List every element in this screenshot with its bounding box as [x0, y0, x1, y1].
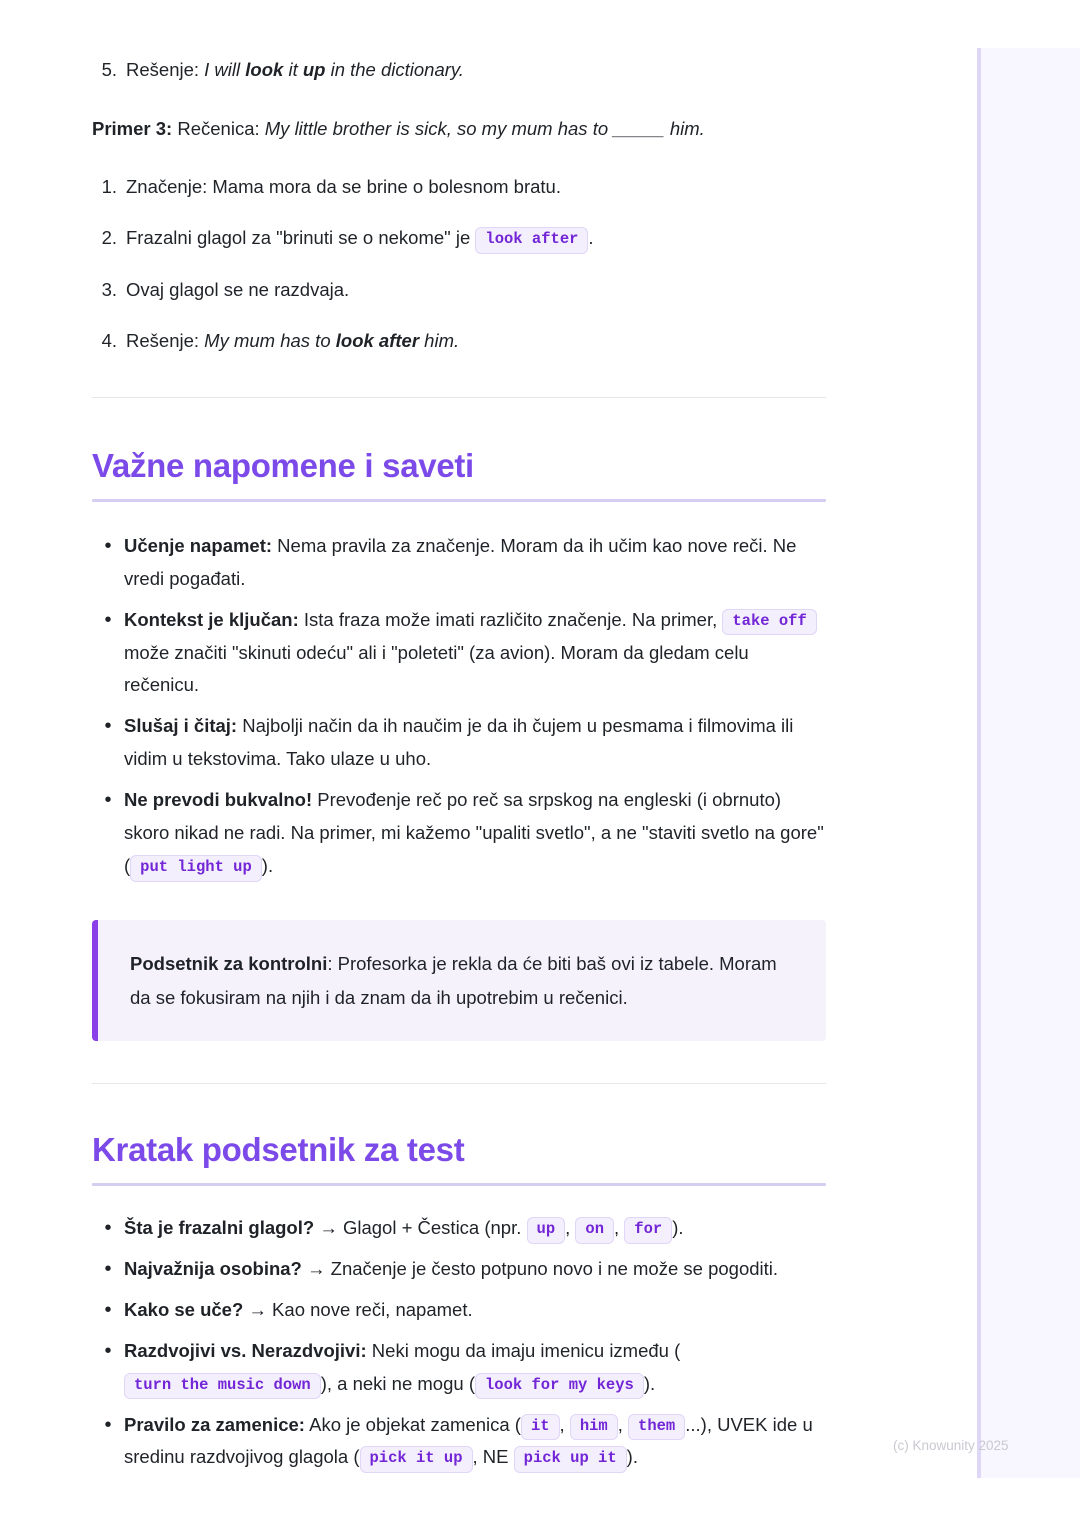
solution-label: Rešenje: — [126, 59, 205, 80]
callout-body: : Profesorka je rekla da će biti baš ovi iz tabele. Moram da se fokusiram na njih i da znam da ih upotrebim u rečenici. — [130, 952, 777, 1008]
callout-text — [130, 947, 800, 1014]
list-item-body: ). — [261, 855, 274, 877]
example-sentence-part: My little brother is sick, so my mum has to — [264, 117, 614, 139]
callout-lead: Podsetnik za kontrolni — [130, 952, 328, 974]
code-chip: take off — [722, 609, 816, 636]
code-chip: it — [521, 1414, 560, 1441]
code-chip: for — [624, 1217, 672, 1244]
solution-highlight: up — [302, 59, 326, 80]
code-chip: look after — [475, 227, 588, 254]
bullet-icon: • — [104, 715, 112, 738]
list-item-text-part: . — [588, 227, 594, 249]
list-item-separator: , — [559, 1413, 570, 1435]
example-sentence-part: him. — [664, 117, 705, 139]
list-item — [92, 1294, 828, 1327]
solution-sentence-part: him. — [419, 329, 460, 351]
list-item-text — [124, 604, 828, 703]
list-item — [92, 1253, 828, 1286]
page-title: Važne napomene i saveti — [92, 447, 474, 485]
list-item-body: Ako je objekat zamenica ( — [304, 1413, 521, 1435]
list-item — [92, 224, 828, 254]
list-item-marker: 3. — [101, 278, 117, 300]
code-chip: up — [527, 1217, 566, 1244]
list-item-text — [124, 1212, 828, 1245]
list-item-body: , NE — [472, 1446, 514, 1468]
list-item-text — [124, 1409, 828, 1475]
solution-sentence-part: My mum has to — [204, 329, 336, 351]
list-item-text — [126, 327, 828, 356]
right-side-panel — [977, 48, 1080, 1478]
code-chip: him — [570, 1414, 618, 1441]
list-item-marker: 4. — [101, 329, 117, 351]
list-item-separator: , — [617, 1413, 629, 1435]
list-item-lead: Kako se uče? — [124, 1298, 244, 1320]
list-item-text-part: Frazalni glagol za "brinuti se o nekome" je — [126, 227, 476, 249]
list-item-text — [124, 1335, 828, 1401]
list-item-lead: Slušaj i čitaj: — [124, 715, 238, 737]
list-item-text — [126, 224, 828, 254]
bullet-icon: • — [104, 789, 112, 812]
list-item-body: ...), UVEK ide u sredinu razdvojivog glagola ( — [124, 1413, 813, 1468]
list-item-body: → Kao nove reči, napamet. — [243, 1298, 473, 1320]
code-chip: look for my keys — [475, 1373, 644, 1400]
list-item-marker: 1. — [101, 176, 117, 198]
list-item — [92, 1212, 828, 1245]
list-item — [92, 1335, 828, 1401]
list-item-body: → Značenje je često potpuno novo i ne može se pogoditi. — [301, 1257, 779, 1279]
list-item-lead: Najvažnija osobina? — [124, 1257, 302, 1279]
watermark: (c) Knowunity 2025 — [893, 1438, 1009, 1453]
list-item-body: ). — [643, 1372, 656, 1394]
page-title: Kratak podsetnik za test — [92, 1131, 465, 1169]
example-blank: _____ — [613, 117, 665, 139]
list-item-lead: Kontekst je ključan: — [124, 608, 299, 630]
list-item-lead: Učenje napamet: — [124, 534, 273, 556]
list-item-lead: Pravilo za zamenice: — [124, 1413, 305, 1435]
example-lead: Rečenica: — [172, 117, 265, 139]
list-item-body: Neki mogu da imaju imenicu između ( — [366, 1339, 681, 1361]
list-item — [92, 173, 828, 202]
example-heading — [92, 115, 828, 144]
example-label: Primer 3: — [92, 117, 173, 139]
list-item — [92, 530, 828, 596]
list-item-body: ), a neki ne mogu ( — [320, 1372, 475, 1394]
solution-sentence-part: in the dictionary. — [325, 59, 464, 80]
code-chip: put light up — [130, 855, 262, 882]
solution-sentence-part: I will — [204, 59, 246, 80]
code-chip: on — [575, 1217, 614, 1244]
list-item — [92, 276, 828, 305]
list-item-separator: , — [565, 1216, 576, 1238]
list-item-text: Značenje: Mama mora da se brine o bolesnom bratu. — [126, 176, 561, 198]
list-item-text — [126, 56, 828, 85]
list-item-body: Ista fraza može imati različito značenje. Na primer, — [298, 608, 723, 630]
bullet-icon: • — [104, 1257, 112, 1280]
list-item-text — [124, 530, 828, 596]
list-item-text: Ovaj glagol se ne razdvaja. — [126, 278, 350, 300]
solution-sentence-part: it — [283, 59, 303, 80]
bullet-icon: • — [104, 1339, 112, 1362]
list-item-body: ). — [626, 1446, 638, 1468]
list-item-body: može značiti "skinuti odeću" ali i "poleteti" (za avion). Moram da gledam celu rečenicu. — [124, 641, 749, 696]
list-item — [92, 56, 828, 85]
list-item-body: ). — [672, 1216, 684, 1238]
callout-box — [92, 920, 826, 1041]
list-item-text — [124, 784, 828, 883]
list-item-marker: 2. — [101, 227, 117, 249]
solution-highlight: look after — [335, 329, 420, 351]
code-chip: pick up it — [514, 1446, 627, 1473]
list-item-body: → Glagol + Čestica (npr. — [314, 1216, 527, 1238]
list-item — [92, 710, 828, 776]
list-item-text — [124, 1253, 828, 1286]
list-item-lead: Ne prevodi bukvalno! — [124, 789, 313, 811]
solution-label: Rešenje: — [126, 329, 205, 351]
code-chip: them — [628, 1414, 685, 1441]
list-item-separator: , — [614, 1216, 625, 1238]
list-item — [92, 1409, 828, 1475]
list-item-body: Prevođenje reč po reč sa srpskog na engleski (i obrnuto) skoro nikad ne radi. Na primer, mi kažemo "upaliti svetlo", a ne "staviti svetlo na gore" ( — [124, 789, 824, 877]
list-item-text — [124, 710, 828, 776]
bullet-icon: • — [104, 1413, 112, 1436]
list-item-marker: 5. — [101, 59, 117, 80]
code-chip: pick it up — [360, 1446, 473, 1473]
list-item-body: Nema pravila za značenje. Moram da ih učim kao nove reči. Ne vredi pogađati. — [124, 534, 797, 589]
list-item-lead: Razdvojivi vs. Nerazdvojivi: — [124, 1339, 367, 1361]
list-item-text — [124, 1294, 828, 1327]
solution-highlight: look — [245, 59, 284, 80]
bullet-icon: • — [104, 1216, 112, 1239]
bullet-icon: • — [104, 608, 112, 631]
document-content — [92, 0, 828, 1474]
list-item — [92, 784, 828, 883]
list-item-body: Najbolji način da ih naučim je da ih čujem u pesmama i filmovima ili vidim u tekstovima. Tako ulaze u uho. — [124, 715, 794, 770]
bullet-icon: • — [104, 534, 112, 557]
list-item — [92, 327, 828, 356]
list-item-lead: Šta je frazalni glagol? — [124, 1216, 315, 1238]
bullet-icon: • — [104, 1298, 112, 1321]
code-chip: turn the music down — [124, 1373, 321, 1400]
list-item — [92, 604, 828, 703]
